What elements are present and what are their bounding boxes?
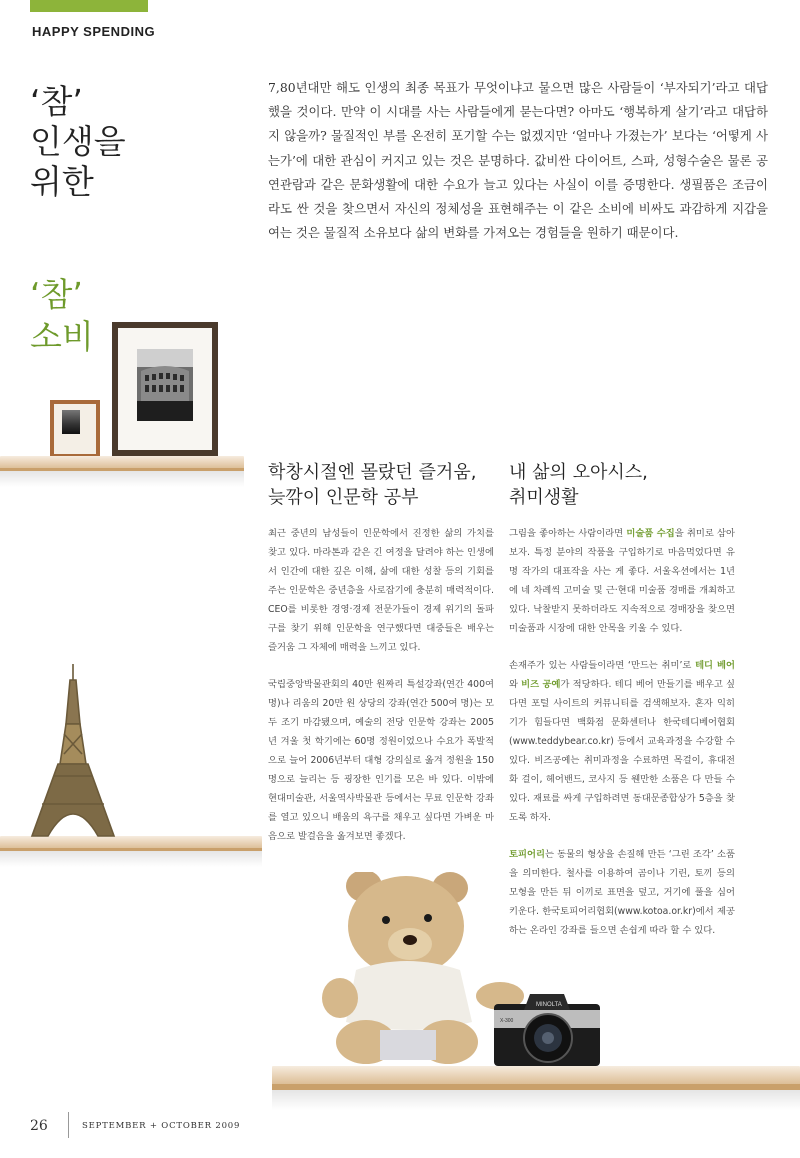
colosseum-image	[137, 349, 193, 421]
text-run: 와	[509, 679, 522, 690]
page-number: 26	[30, 1118, 48, 1134]
heading-line: 늦깎이 인문학 공부	[268, 487, 419, 508]
paragraph	[509, 845, 735, 940]
shelf-bottom	[272, 1066, 800, 1086]
picture-frame-colosseum	[112, 322, 218, 456]
picture-frame-small	[50, 400, 100, 458]
page-title	[30, 82, 126, 202]
heading-line: 학창시절엔 몰랐던 즐거움,	[268, 462, 477, 483]
text-run: 손재주가 있는 사람들이라면 ‘만드는 취미’로	[509, 660, 696, 671]
subtitle-line: 소비	[30, 317, 94, 356]
eiffel-tower-figurine	[28, 664, 118, 838]
footer-divider	[68, 1112, 69, 1138]
left-heading	[268, 460, 476, 510]
issue-date: SEPTEMBER + OCTOBER 2009	[82, 1121, 241, 1131]
subtitle-line: ‘참’	[30, 275, 83, 314]
small-photo	[62, 410, 80, 434]
right-heading	[509, 460, 648, 510]
title-line: ‘참’	[30, 82, 83, 121]
paragraph: 최근 중년의 남성들이 인문학에서 진정한 삶의 가치를 찾고 있다. 마라톤과 같은 긴 여정을 달려야 하는 인생에서 인간에 대한 깊은 이해, 삶에 대한 성찰 등의 기회를 주는 인문학은 중년층을 사로잡기에 충분히 매력적이다. CEO를 비롯한 경영·경제 전문가들이 경제 위기의 돌파구를 찾기 위해 인문학을 연구했다면 대중들은 배우는 즐거움 그 자체에 매력을 느끼고 있다.	[268, 528, 494, 653]
text-run: 을 취미로 삼아보자. 특정 분야의 작품을 구입하기로 마음먹었다면 유명 작가의 대표작을 사는 게 좋다. 서울옥션에서는 1년에 네 차례씩 고미술 및 근·현대 미술품 경매를 개최하고 있다. 낙찰받지 못하더라도 지속적으로 경매장을 찾으면 미술품과 시장에 대한 안목을 키울 수 있다.	[509, 528, 735, 634]
shelf-top-shadow	[0, 471, 244, 487]
title-line: 인생을	[30, 122, 126, 161]
highlight-term: 비즈 공예	[521, 679, 561, 690]
paragraph	[509, 656, 735, 827]
camera-brand: MINOLTA	[536, 1002, 562, 1008]
highlight-term: 테디 베어	[695, 660, 735, 671]
page-subtitle	[30, 274, 94, 358]
text-run: 그림을 좋아하는 사람이라면	[509, 528, 627, 539]
colosseum-photo	[137, 349, 193, 421]
heading-line: 취미생활	[509, 487, 579, 508]
text-run: 가 적당하다. 테디 베어 만들기를 배우고 싶다면 포털 사이트의 커뮤니티를 검색해보자. 혼자 익히기가 힘들다면 백화점 문화센터나 한국테디베어협회(www.teddybear.co.kr) 등에서 교육과정을 수강할 수 있다. 비즈공예는 취미과정을 수료하면 목걸이, 휴대전화 걸이, 헤어밴드, 코사지 등 웬만한 소품은 다 만들 수 있다. 재료를 싸게 구입하려면 동대문종합상가 5층을 찾도록 하자.	[509, 679, 735, 823]
text-run: 는 동물의 형상을 손질해 만든 ‘그린 조각’ 소품을 의미한다. 철사를 이용하여 곰이나 기린, 토끼 등의 모형을 만든 뒤 이끼로 표면을 덮고, 거기에 풀을 심어 키운다. 한국토피어리협회(www.kotoa.or.kr)에서 제공하는 온라인 강좌를 들으면 손쉽게 따라 할 수 있다.	[509, 849, 735, 936]
title-line: 위한	[30, 162, 94, 201]
paragraph: 국립중앙박물관회의 40만 원짜리 특설강좌(연간 400여 명)나 리움의 20만 원 상당의 강좌(연간 500여 명)는 모두 조기 마감됐으며, 예술의 전당 인문학 강좌는 2005년 겨울 첫 학기에는 60명 정원이었으나 수요가 폭발적으로 늘어 2006년부터 대형 강의실로 옮겨 정원을 150명으로 늘리는 등 굉장한 인기를 모은 바 있다. 이밖에 현대미술관, 서울역사박물관 등에서는 무료 인문학 강좌를 열고 있으니 배움의 욕구를 채우고 싶다면 가벼운 마음으로 발걸음을 옮겨보면 좋겠다.	[268, 679, 494, 842]
highlight-term: 미술품 수집	[626, 528, 675, 539]
paragraph	[509, 524, 735, 638]
camera-model: X-300	[500, 1018, 514, 1024]
film-camera	[492, 990, 602, 1068]
highlight-term: 토피어리	[509, 849, 545, 860]
header-accent-bar	[30, 0, 148, 12]
shelf-bottom-shadow	[272, 1090, 800, 1110]
right-column	[509, 524, 735, 958]
heading-line: 내 삶의 오아시스,	[509, 462, 648, 483]
intro-paragraph: 7,80년대만 해도 인생의 최종 목표가 무엇이냐고 물으면 많은 사람들이 ‘부자되기’라고 대답했을 것이다. 만약 이 시대를 사는 사람들에게 묻는다면? 아마도 ‘행복하게 살기’라고 대답하지 않을까? 물질적인 부를 온전히 포기할 수는 없겠지만 ‘얼마나 가졌는가’ 보다는 ‘어떻게 사는가’에 대한 관심이 커지고 있는 것은 분명하다. 값비싼 다이어트, 스파, 성형수술은 물론 공연관람과 같은 문화생활에 대한 수요가 늘고 있다는 사실이 이를 증명한다. 생필품은 조금이라도 싼 것을 찾으면서 자신의 정체성을 표현해주는 이 같은 소비에 비싸도 과감하게 지갑을 여는 것은 물질적 소유보다 삶의 변화를 가져오는 경험들을 원하기 때문이다.	[268, 80, 768, 241]
section-label: HAPPY SPENDING	[32, 24, 156, 39]
left-column	[268, 524, 494, 864]
shelf-middle-shadow	[0, 851, 262, 867]
